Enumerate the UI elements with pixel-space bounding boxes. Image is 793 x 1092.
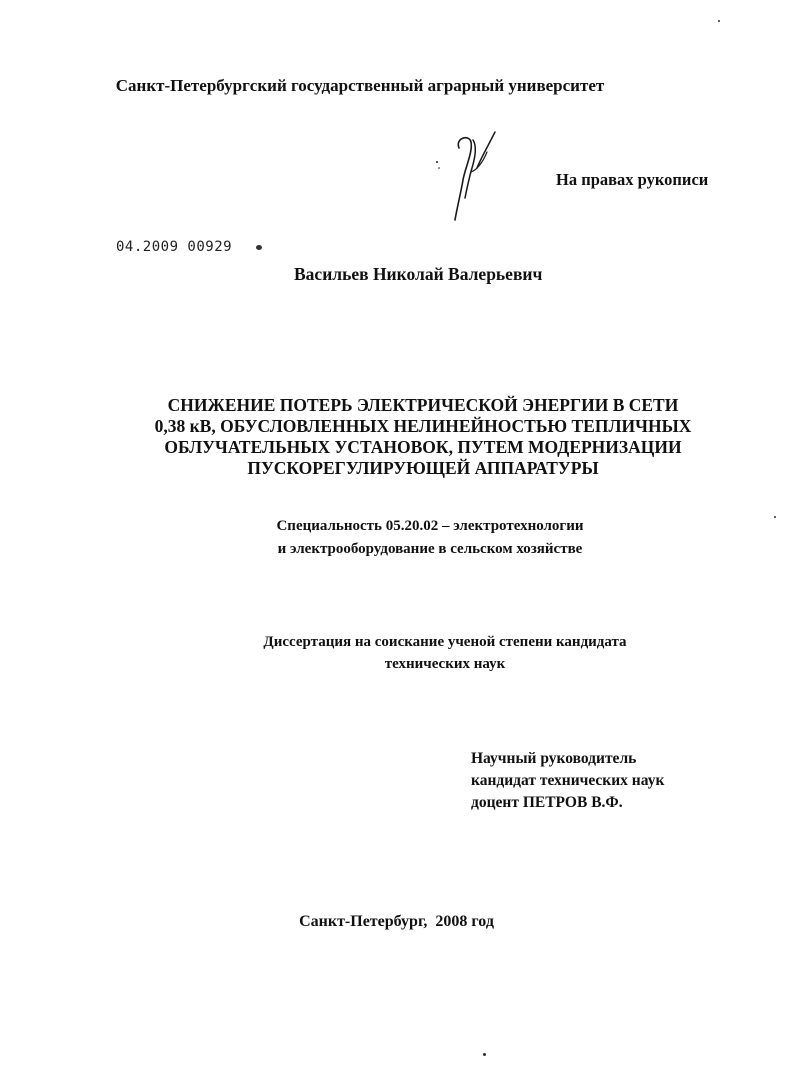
city: Санкт-Петербург,	[299, 913, 428, 930]
degree-line: Диссертация на соискание ученой степени кандидата	[263, 634, 627, 650]
manuscript-note: На правах рукописи	[556, 170, 709, 189]
title-line: 0,38 кВ, ОБУСЛОВЛЕННЫХ НЕЛИНЕЙНОСТЬЮ ТЕПЛИЧНЫХ	[154, 416, 692, 436]
title-line: ПУСКОРЕГУЛИРУЮЩЕЙ АППАРАТУРЫ	[247, 458, 599, 478]
title-line: ОБЛУЧАТЕЛЬНЫХ УСТАНОВОК, ПУТЕМ МОДЕРНИЗАЦИИ	[164, 437, 682, 457]
year: 2008 год	[435, 913, 494, 930]
specialty-line: Специальность 05.20.02 – электротехнологии	[276, 518, 584, 534]
archive-code: 04.2009 00929	[116, 239, 233, 255]
author-name: Васильев Николай Валерьевич	[294, 264, 543, 284]
handwritten-signature	[425, 128, 505, 228]
dissertation-degree	[185, 631, 705, 675]
supervisor-degree: кандидат технических наук	[471, 772, 665, 789]
dissertation-title	[100, 395, 746, 479]
supervisor	[471, 748, 664, 814]
supervisor-role: Научный руководитель	[471, 750, 637, 767]
city-year	[0, 914, 793, 930]
scan-speck	[483, 1053, 486, 1056]
degree-line: технических наук	[384, 656, 506, 672]
archive-code-dot	[256, 245, 262, 250]
supervisor-name: доцент ПЕТРОВ В.Ф.	[471, 794, 623, 811]
scan-speck	[774, 516, 776, 518]
specialty-line: и электрооборудование в сельском хозяйстве	[277, 541, 583, 557]
specialty	[200, 515, 660, 561]
title-line: СНИЖЕНИЕ ПОТЕРЬ ЭЛЕКТРИЧЕСКОЙ ЭНЕРГИИ В СЕТИ	[167, 395, 679, 415]
scan-speck	[718, 20, 720, 22]
university-name: Санкт-Петербургский государственный аграрный университет	[115, 76, 605, 95]
